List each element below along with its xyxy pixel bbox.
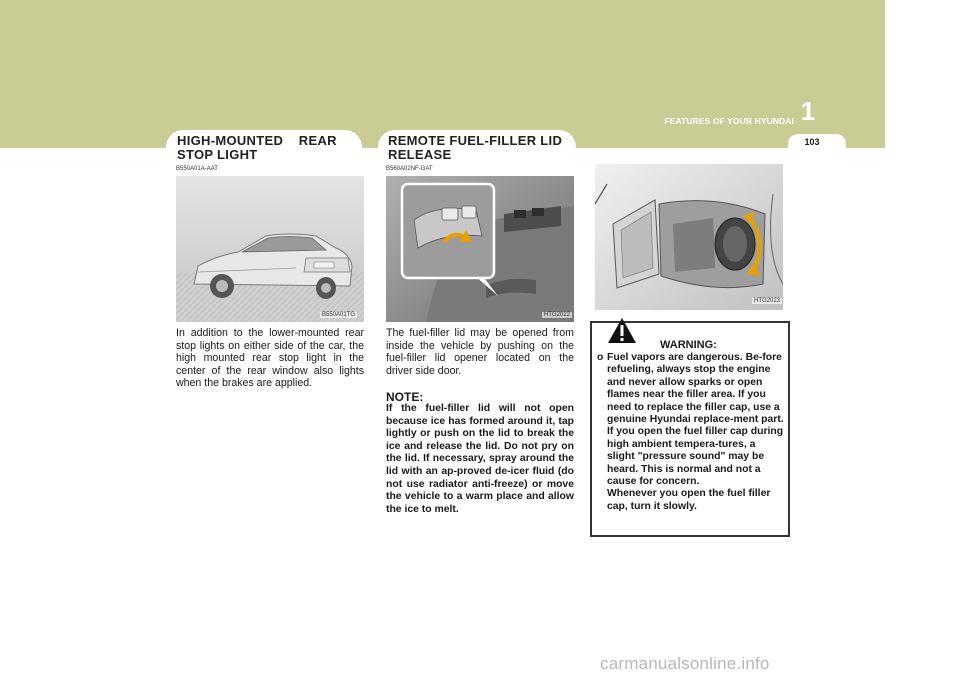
section-code: B550A01A-AAT — [176, 166, 218, 172]
warning-bullet: o — [597, 352, 604, 363]
section-title-line2: RELEASE — [388, 147, 452, 162]
section-title-stop-light — [177, 134, 357, 162]
image-code-middle: HTG2022 — [544, 312, 571, 318]
fuel-cap-illustration — [595, 164, 783, 310]
section-code: B560A02NF-GAT — [386, 166, 433, 172]
warning-paragraph-2: If you open the fuel filler cap during high ambient tempera-tures, a slight "pressure sound" may be heard. This is normal and not a cause for concern. — [607, 426, 784, 488]
warning-title: WARNING: — [660, 339, 717, 351]
warning-text — [607, 352, 784, 513]
warning-triangle-icon — [607, 317, 637, 344]
chapter-title: FEATURES OF YOUR HYUNDAI — [664, 116, 794, 126]
fuel-lid-opener-illustration — [386, 176, 574, 322]
section-title-fuel-release — [388, 134, 573, 162]
image-code-left: B550A01TG — [322, 312, 356, 318]
image-code-right: HTG2023 — [754, 298, 781, 304]
car-rear-illustration — [176, 176, 364, 322]
section-title-line1: REMOTE FUEL-FILLER LID — [388, 133, 563, 148]
section-title-line2: STOP LIGHT — [177, 147, 258, 162]
watermark: carmanualsonline.info — [600, 654, 770, 673]
section-title-line1: HIGH-MOUNTED REAR — [177, 133, 337, 148]
chapter-number: 1 — [800, 96, 816, 126]
door-opener-image — [386, 176, 574, 322]
car-rear-image — [176, 176, 364, 322]
page-number: 103 — [804, 137, 820, 147]
note-title: NOTE: — [386, 390, 424, 404]
stop-light-description: In addition to the lower-mounted rear stop lights on either side of the car, the high mounted rear stop light in the center of the rear window also lights when the brakes are applied. — [176, 327, 364, 390]
note-body: If the fuel-filler lid will not open because ice has formed around it, tap lightly or push on the lid to break the ice and release the lid. Do not pry on the lid. If necessary, spray around the lid with an ap-proved de-icer fluid (do not use radiator anti-freeze) or move the vehicle to a warm place and allow the ice to melt. — [386, 403, 574, 515]
warning-paragraph-3: Whenever you open the fuel filler cap, turn it slowly. — [607, 488, 771, 512]
fuel-release-description: The fuel-filler lid may be opened from inside the vehicle by pushing on the fuel-filler lid opener located on the driver side door. — [386, 327, 574, 377]
fuel-filler-image — [595, 164, 783, 310]
warning-paragraph-1: Fuel vapors are dangerous. Be-fore refueling, always stop the engine and never allow sparks or open flames near the filler area. If you need to replace the filler cap, use a genuine Hyundai replace-ment part. — [607, 352, 784, 426]
